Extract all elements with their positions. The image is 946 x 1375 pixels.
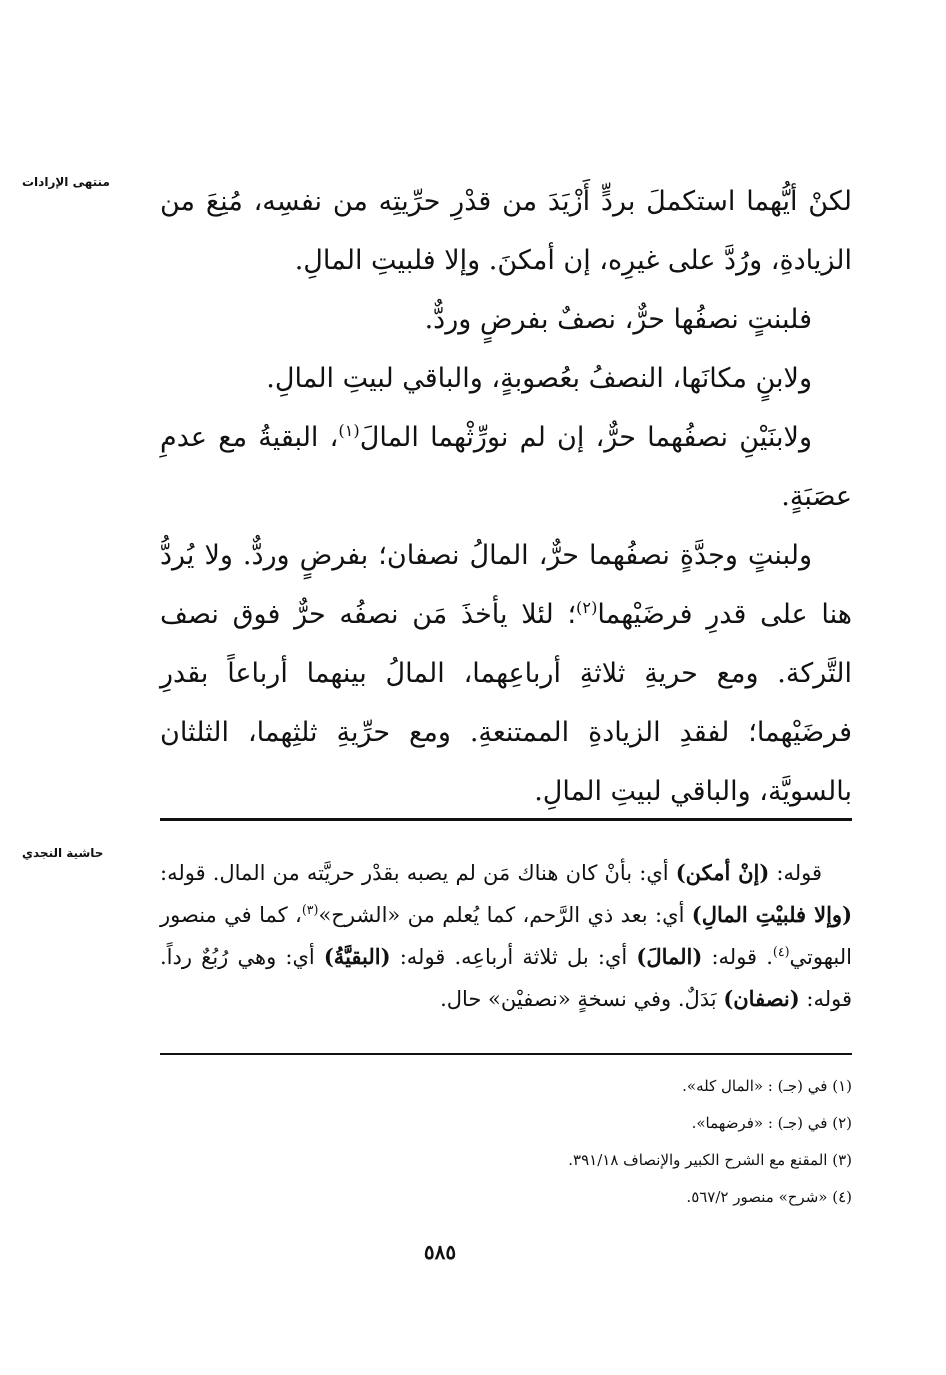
footnote-2: (٢) في (جـ) : «فرضهما». xyxy=(691,1114,852,1132)
hashiya-lemma-2: (وإلا فلبيْتِ المالِ) xyxy=(691,902,853,927)
footnote-ref-3: (٣) xyxy=(301,902,319,917)
main-paragraph-4 xyxy=(160,408,852,526)
hashiya-text: أي: وهي رُبُعٌ رداً. قوله: xyxy=(160,945,852,1011)
hashiya-lemma-4: (البقيَّةُ) xyxy=(323,944,391,969)
footnote-ref-4: (٤) xyxy=(772,944,790,959)
page-number: ٥٨٥ xyxy=(423,1240,457,1264)
main-paragraph-3: ولابنٍ مكانَها، النصفُ بعُصوبةٍ، والباقي لبيتِ المالِ. xyxy=(266,363,812,394)
main-paragraph-2: فلبنتٍ نصفُها حرٌّ، نصفٌ بفرضٍ وردٌّ. xyxy=(424,304,812,335)
hashiya-text: بَدَلٌ. وفي نسخةٍ «نصفيْن» حال. xyxy=(440,987,724,1011)
para4-text-end: ، البقيةُ مع عدمِ عصَبَةٍ. xyxy=(160,422,852,512)
footnote-4: (٤) «شرح» منصور ٥٦٧/٢. xyxy=(686,1188,852,1206)
footnote-1: (١) في (جـ) : «المال كله». xyxy=(682,1077,852,1095)
para4-text: ولابنَيْنِ نصفُهما حرٌّ، إن لم نورِّثْهما المالَ xyxy=(359,422,812,453)
para5-text-end: ؛ لئلا يأخذَ مَن نصفُه حرٌّ فوق نصف التَّركة. ومع حريةِ ثلاثةِ أرباعِهما، المالُ بينهما أرباعاً بقدرِ فرضَيْهما؛ لفقدِ الزيادةِ الممتنعةِ. ومع حرِّيةِ ثلثِهما، الثلثان بالسويَّة، والباقي لبيتِ المالِ. xyxy=(160,599,852,807)
main-text xyxy=(160,172,852,821)
footnote-separator xyxy=(160,1053,852,1055)
book-title-label: منتهى الإرادات xyxy=(22,175,110,189)
hashiya-text: . قوله: xyxy=(702,945,773,969)
hashiya-commentary xyxy=(160,852,852,1020)
hashiya-text: قوله: xyxy=(769,861,823,885)
main-text-separator xyxy=(160,818,852,821)
hashiya-paragraph xyxy=(160,852,852,1020)
hashiya-text: أي: بعد ذي الرَّحم، كما يُعلم من «الشرح» xyxy=(318,903,692,927)
hashiya-text: أي: بل ثلاثة أرباعِه. قوله: xyxy=(390,945,637,969)
hashiya-lemma-5: (نصفان) xyxy=(723,986,800,1011)
footnote-ref-2: (٢) xyxy=(576,598,598,617)
footnote-ref-1: (١) xyxy=(338,421,360,440)
footnotes xyxy=(300,1068,852,1216)
hashiya-lemma-1: (إنْ أمكن) xyxy=(675,860,770,885)
main-paragraph-1: لكنْ أيُّهما استكملَ بردٍّ أَزْيَدَ من قدْرِ حرِّيتِه من نفسِه، مُنِعَ من الزيادةِ، ورُدَّ على غيرِه، إن أمكنَ. وإلا فلبيتِ المالِ. xyxy=(160,186,852,276)
hashiya-text: ، كما في منصور البهوتي xyxy=(160,903,852,969)
footnote-3: (٣) المقنع مع الشرح الكبير والإنصاف ٣٩١/١٨. xyxy=(568,1151,852,1169)
para5-text: ولبنتٍ وجدَّةٍ نصفُهما حرٌّ، المالُ نصفان؛ بفرضٍ وردٌّ. ولا يُردُّ هنا على قدرِ فرضَيْهما xyxy=(160,540,852,630)
main-paragraph-5 xyxy=(160,526,852,821)
hashiya-lemma-3: (المالَ) xyxy=(636,944,703,969)
hashiya-text: أي: بأنْ كان هناك مَن لم يصبه بقدْر حريَّته من المال. قوله: xyxy=(160,861,676,885)
hashiya-label: حاشية النجدي xyxy=(22,846,104,860)
